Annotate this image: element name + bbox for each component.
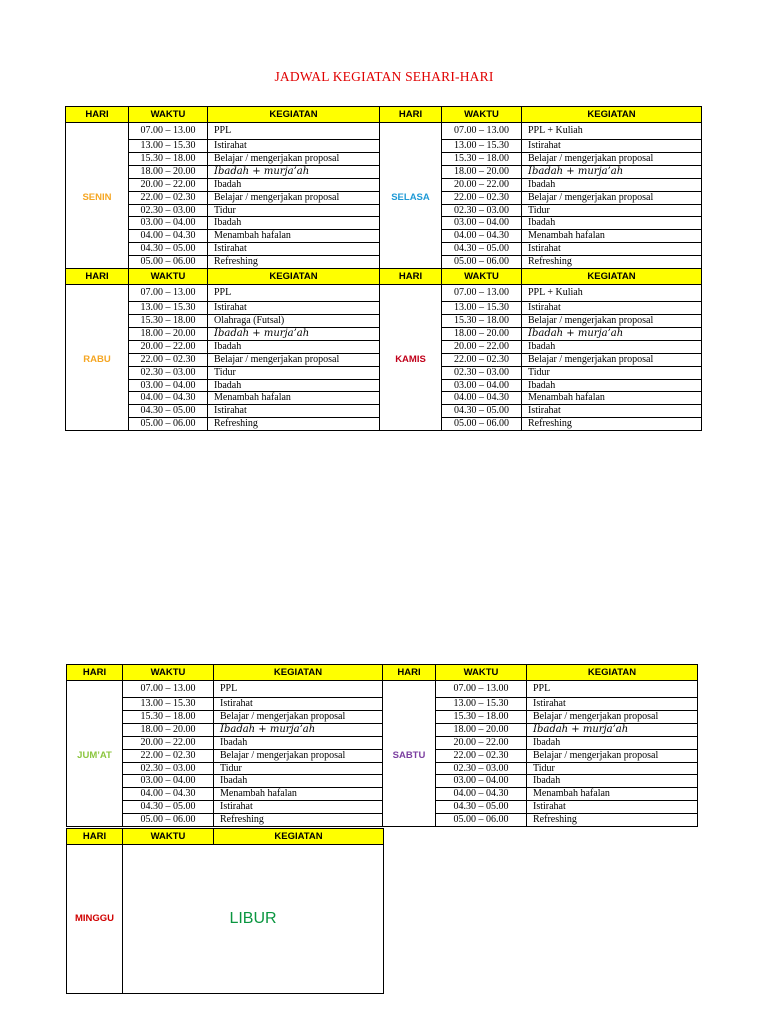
day-cell <box>383 736 436 749</box>
day-cell <box>67 698 123 711</box>
day-cell <box>66 379 129 392</box>
time-cell: 02.30 – 03.00 <box>123 762 214 775</box>
time-cell: 03.00 – 04.00 <box>436 775 527 788</box>
table-row <box>66 379 702 392</box>
table-row <box>66 405 702 418</box>
day-cell <box>380 123 442 140</box>
time-cell: 15.30 – 18.00 <box>442 152 522 165</box>
day-cell <box>380 256 442 269</box>
block-rabu-kamis <box>66 269 702 431</box>
time-cell: 05.00 – 06.00 <box>442 418 522 431</box>
time-cell: 05.00 – 06.00 <box>436 814 527 827</box>
table-row <box>67 801 698 814</box>
activity-cell: Ibadah + murja’ah <box>214 723 383 736</box>
header-kegiatan: KEGIATAN <box>208 107 380 123</box>
day-label-sabtu: SABTU <box>383 749 436 762</box>
activity-cell: Tidur <box>208 366 380 379</box>
time-cell: 18.00 – 20.00 <box>442 327 522 340</box>
table-row <box>66 140 702 153</box>
time-cell: 07.00 – 13.00 <box>442 123 522 140</box>
table-row <box>66 191 702 204</box>
day-cell <box>383 698 436 711</box>
day-cell <box>67 762 123 775</box>
header-waktu: WAKTU <box>442 107 522 123</box>
day-cell <box>66 152 129 165</box>
time-cell: 13.00 – 15.30 <box>442 140 522 153</box>
activity-cell: Tidur <box>208 204 380 217</box>
day-cell <box>66 366 129 379</box>
day-cell <box>66 217 129 230</box>
activity-cell: Istirahat <box>208 243 380 256</box>
day-cell <box>380 418 442 431</box>
table-row <box>67 762 698 775</box>
activity-cell: Belajar / mengerjakan proposal <box>214 710 383 723</box>
time-cell: 18.00 – 20.00 <box>129 165 208 178</box>
activity-cell: Menambah hafalan <box>214 788 383 801</box>
activity-cell: Tidur <box>527 762 698 775</box>
activity-cell: Refreshing <box>522 256 702 269</box>
time-cell: 04.30 – 05.00 <box>436 801 527 814</box>
header-row <box>67 665 698 681</box>
activity-cell: Belajar / mengerjakan proposal <box>208 191 380 204</box>
header-kegiatan: KEGIATAN <box>522 107 702 123</box>
table-row <box>66 285 702 302</box>
header-hari: HARI <box>67 829 123 845</box>
header-kegiatan: KEGIATAN <box>214 829 384 845</box>
schedule-table-minggu <box>66 828 384 994</box>
time-cell: 20.00 – 22.00 <box>442 178 522 191</box>
time-cell: 02.30 – 03.00 <box>442 366 522 379</box>
activity-cell: Ibadah + murja’ah <box>522 327 702 340</box>
activity-cell: Menambah hafalan <box>522 230 702 243</box>
header-hari: HARI <box>66 107 129 123</box>
activity-cell: Istirahat <box>214 698 383 711</box>
table-row <box>66 340 702 353</box>
time-cell: 15.30 – 18.00 <box>442 314 522 327</box>
time-cell: 22.00 – 02.30 <box>129 191 208 204</box>
block-senin-selasa <box>66 107 702 269</box>
time-cell: 13.00 – 15.30 <box>123 698 214 711</box>
header-waktu: WAKTU <box>442 269 522 285</box>
activity-cell: Ibadah <box>522 340 702 353</box>
header-waktu: WAKTU <box>123 665 214 681</box>
day-cell <box>380 178 442 191</box>
activity-cell: Ibadah + murja’ah <box>522 165 702 178</box>
activity-cell: Istirahat <box>522 302 702 315</box>
day-cell <box>383 775 436 788</box>
day-label-jumat: JUM’AT <box>67 749 123 762</box>
table-row <box>66 204 702 217</box>
time-cell: 18.00 – 20.00 <box>442 165 522 178</box>
activity-cell: Refreshing <box>527 814 698 827</box>
header-kegiatan: KEGIATAN <box>214 665 383 681</box>
day-cell <box>380 217 442 230</box>
activity-cell: Belajar / mengerjakan proposal <box>522 314 702 327</box>
time-cell: 03.00 – 04.00 <box>442 217 522 230</box>
activity-cell: Ibadah <box>214 775 383 788</box>
activity-cell: Ibadah <box>522 217 702 230</box>
time-cell: 15.30 – 18.00 <box>436 710 527 723</box>
header-kegiatan: KEGIATAN <box>208 269 380 285</box>
activity-cell: Menambah hafalan <box>208 230 380 243</box>
activity-cell: PPL + Kuliah <box>522 285 702 302</box>
day-cell <box>380 405 442 418</box>
table-row <box>66 178 702 191</box>
day-cell <box>66 340 129 353</box>
day-cell <box>67 681 123 698</box>
block-jumat-sabtu <box>67 665 698 827</box>
activity-cell: Istirahat <box>208 302 380 315</box>
activity-cell: Refreshing <box>214 814 383 827</box>
activity-cell: Istirahat <box>208 140 380 153</box>
activity-cell: Belajar / mengerjakan proposal <box>522 191 702 204</box>
time-cell: 04.30 – 05.00 <box>129 405 208 418</box>
activity-cell: Tidur <box>522 366 702 379</box>
table-row <box>66 256 702 269</box>
time-cell: 15.30 – 18.00 <box>129 152 208 165</box>
day-cell <box>380 392 442 405</box>
time-cell: 04.30 – 05.00 <box>442 243 522 256</box>
time-cell: 05.00 – 06.00 <box>129 418 208 431</box>
activity-cell: Ibadah <box>522 379 702 392</box>
time-cell: 22.00 – 02.30 <box>442 191 522 204</box>
activity-cell: Ibadah + murja’ah <box>208 165 380 178</box>
table-row <box>67 723 698 736</box>
time-cell: 07.00 – 13.00 <box>442 285 522 302</box>
table-row <box>66 165 702 178</box>
day-cell <box>380 314 442 327</box>
time-cell: 04.00 – 04.30 <box>129 230 208 243</box>
activity-cell: PPL <box>214 681 383 698</box>
day-label-selasa: SELASA <box>380 191 442 204</box>
time-cell: 05.00 – 06.00 <box>442 256 522 269</box>
header-hari: HARI <box>67 665 123 681</box>
time-cell: 03.00 – 04.00 <box>123 775 214 788</box>
day-cell <box>380 165 442 178</box>
day-cell <box>66 392 129 405</box>
activity-cell: Istirahat <box>527 698 698 711</box>
day-cell <box>67 814 123 827</box>
day-cell <box>66 302 129 315</box>
activity-cell: Istirahat <box>522 405 702 418</box>
activity-cell: Menambah hafalan <box>527 788 698 801</box>
header-row <box>66 269 702 285</box>
time-cell: 07.00 – 13.00 <box>436 681 527 698</box>
day-cell <box>67 788 123 801</box>
day-cell <box>67 775 123 788</box>
table-row <box>66 152 702 165</box>
header-kegiatan: KEGIATAN <box>522 269 702 285</box>
time-cell: 20.00 – 22.00 <box>129 178 208 191</box>
activity-cell: Menambah hafalan <box>522 392 702 405</box>
time-cell: 04.00 – 04.30 <box>436 788 527 801</box>
day-cell <box>66 204 129 217</box>
time-cell: 02.30 – 03.00 <box>442 204 522 217</box>
table-row <box>66 366 702 379</box>
time-cell: 02.30 – 03.00 <box>436 762 527 775</box>
table-row <box>66 230 702 243</box>
libur-text: LIBUR <box>123 845 384 994</box>
time-cell: 15.30 – 18.00 <box>123 710 214 723</box>
time-cell: 20.00 – 22.00 <box>129 340 208 353</box>
header-kegiatan: KEGIATAN <box>527 665 698 681</box>
header-hari: HARI <box>66 269 129 285</box>
table-row <box>66 392 702 405</box>
day-cell <box>383 681 436 698</box>
day-cell <box>66 140 129 153</box>
activity-cell: PPL <box>208 123 380 140</box>
time-cell: 03.00 – 04.00 <box>129 379 208 392</box>
activity-cell: Belajar / mengerjakan proposal <box>527 710 698 723</box>
table-row <box>67 710 698 723</box>
activity-cell: Belajar / mengerjakan proposal <box>214 749 383 762</box>
table-row <box>66 353 702 366</box>
activity-cell: Istirahat <box>522 140 702 153</box>
time-cell: 04.30 – 05.00 <box>123 801 214 814</box>
day-cell <box>66 230 129 243</box>
activity-cell: Istirahat <box>522 243 702 256</box>
activity-cell: Olahraga (Futsal) <box>208 314 380 327</box>
day-cell <box>380 327 442 340</box>
table-row <box>66 243 702 256</box>
header-waktu: WAKTU <box>436 665 527 681</box>
table-row <box>67 749 698 762</box>
activity-cell: Belajar / mengerjakan proposal <box>208 152 380 165</box>
day-cell <box>383 814 436 827</box>
activity-cell: Menambah hafalan <box>208 392 380 405</box>
day-cell <box>67 801 123 814</box>
day-cell <box>67 736 123 749</box>
time-cell: 18.00 – 20.00 <box>129 327 208 340</box>
activity-cell: PPL <box>208 285 380 302</box>
day-label-senin: SENIN <box>66 191 129 204</box>
header-waktu: WAKTU <box>123 829 214 845</box>
day-cell <box>66 123 129 140</box>
day-cell <box>383 801 436 814</box>
time-cell: 04.00 – 04.30 <box>129 392 208 405</box>
activity-cell: Istirahat <box>527 801 698 814</box>
day-cell <box>66 165 129 178</box>
activity-cell: Istirahat <box>208 405 380 418</box>
day-cell <box>67 710 123 723</box>
table-row <box>67 814 698 827</box>
header-row <box>66 107 702 123</box>
day-cell <box>380 152 442 165</box>
day-cell <box>380 204 442 217</box>
activity-cell: Belajar / mengerjakan proposal <box>522 353 702 366</box>
table-row <box>66 418 702 431</box>
time-cell: 04.00 – 04.30 <box>123 788 214 801</box>
activity-cell: PPL + Kuliah <box>522 123 702 140</box>
day-cell <box>383 710 436 723</box>
time-cell: 20.00 – 22.00 <box>123 736 214 749</box>
time-cell: 22.00 – 02.30 <box>442 353 522 366</box>
activity-cell: Tidur <box>522 204 702 217</box>
activity-cell: Ibadah + murja’ah <box>208 327 380 340</box>
header-waktu: WAKTU <box>129 107 208 123</box>
time-cell: 20.00 – 22.00 <box>442 340 522 353</box>
table-row <box>67 788 698 801</box>
time-cell: 03.00 – 04.00 <box>442 379 522 392</box>
table-row <box>66 123 702 140</box>
table-row <box>67 736 698 749</box>
day-cell <box>380 366 442 379</box>
time-cell: 04.00 – 04.30 <box>442 230 522 243</box>
header-row <box>67 829 384 845</box>
header-hari: HARI <box>380 269 442 285</box>
time-cell: 18.00 – 20.00 <box>436 723 527 736</box>
activity-cell: Ibadah <box>208 340 380 353</box>
day-cell <box>66 285 129 302</box>
time-cell: 04.30 – 05.00 <box>129 243 208 256</box>
activity-cell: Istirahat <box>214 801 383 814</box>
schedule-table-top <box>65 106 702 431</box>
day-cell <box>380 285 442 302</box>
day-cell <box>380 230 442 243</box>
activity-cell: Ibadah <box>527 736 698 749</box>
table-row <box>67 698 698 711</box>
time-cell: 02.30 – 03.00 <box>129 366 208 379</box>
activity-cell: Refreshing <box>208 256 380 269</box>
day-cell <box>66 327 129 340</box>
activity-cell: Ibadah <box>527 775 698 788</box>
day-cell <box>383 723 436 736</box>
time-cell: 22.00 – 02.30 <box>123 749 214 762</box>
header-hari: HARI <box>380 107 442 123</box>
time-cell: 07.00 – 13.00 <box>123 681 214 698</box>
table-row <box>66 327 702 340</box>
day-cell <box>66 256 129 269</box>
table-row <box>67 681 698 698</box>
day-cell <box>67 723 123 736</box>
day-label-rabu: RABU <box>66 353 129 366</box>
activity-cell: Ibadah <box>208 178 380 191</box>
page-title: JADWAL KEGIATAN SEHARI-HARI <box>274 69 494 84</box>
activity-cell: Belajar / mengerjakan proposal <box>522 152 702 165</box>
time-cell: 02.30 – 03.00 <box>129 204 208 217</box>
day-label-kamis: KAMIS <box>380 353 442 366</box>
activity-cell: Ibadah <box>208 217 380 230</box>
time-cell: 07.00 – 13.00 <box>129 285 208 302</box>
time-cell: 13.00 – 15.30 <box>129 140 208 153</box>
day-cell <box>380 340 442 353</box>
time-cell: 04.00 – 04.30 <box>442 392 522 405</box>
day-cell <box>380 140 442 153</box>
table-row <box>66 314 702 327</box>
activity-cell: Belajar / mengerjakan proposal <box>527 749 698 762</box>
time-cell: 13.00 – 15.30 <box>129 302 208 315</box>
time-cell: 22.00 – 02.30 <box>129 353 208 366</box>
time-cell: 04.30 – 05.00 <box>442 405 522 418</box>
day-cell <box>66 418 129 431</box>
time-cell: 22.00 – 02.30 <box>436 749 527 762</box>
time-cell: 05.00 – 06.00 <box>129 256 208 269</box>
activity-cell: Refreshing <box>208 418 380 431</box>
table-row <box>66 217 702 230</box>
header-hari: HARI <box>383 665 436 681</box>
schedule-table-bottom <box>66 664 698 827</box>
time-cell: 18.00 – 20.00 <box>123 723 214 736</box>
day-cell <box>66 243 129 256</box>
time-cell: 13.00 – 15.30 <box>436 698 527 711</box>
day-cell <box>66 178 129 191</box>
time-cell: 13.00 – 15.30 <box>442 302 522 315</box>
table-row <box>67 775 698 788</box>
activity-cell: Ibadah <box>522 178 702 191</box>
day-label-minggu: MINGGU <box>67 845 123 994</box>
activity-cell: PPL <box>527 681 698 698</box>
activity-cell: Tidur <box>214 762 383 775</box>
table-row <box>66 302 702 315</box>
day-cell <box>380 379 442 392</box>
day-cell <box>380 302 442 315</box>
day-cell <box>66 314 129 327</box>
header-waktu: WAKTU <box>129 269 208 285</box>
time-cell: 15.30 – 18.00 <box>129 314 208 327</box>
day-cell <box>383 788 436 801</box>
time-cell: 05.00 – 06.00 <box>123 814 214 827</box>
day-cell <box>380 243 442 256</box>
time-cell: 03.00 – 04.00 <box>129 217 208 230</box>
day-cell <box>383 762 436 775</box>
activity-cell: Belajar / mengerjakan proposal <box>208 353 380 366</box>
activity-cell: Ibadah <box>208 379 380 392</box>
time-cell: 20.00 – 22.00 <box>436 736 527 749</box>
time-cell: 07.00 – 13.00 <box>129 123 208 140</box>
activity-cell: Ibadah + murja’ah <box>527 723 698 736</box>
activity-cell: Refreshing <box>522 418 702 431</box>
day-cell <box>66 405 129 418</box>
activity-cell: Ibadah <box>214 736 383 749</box>
